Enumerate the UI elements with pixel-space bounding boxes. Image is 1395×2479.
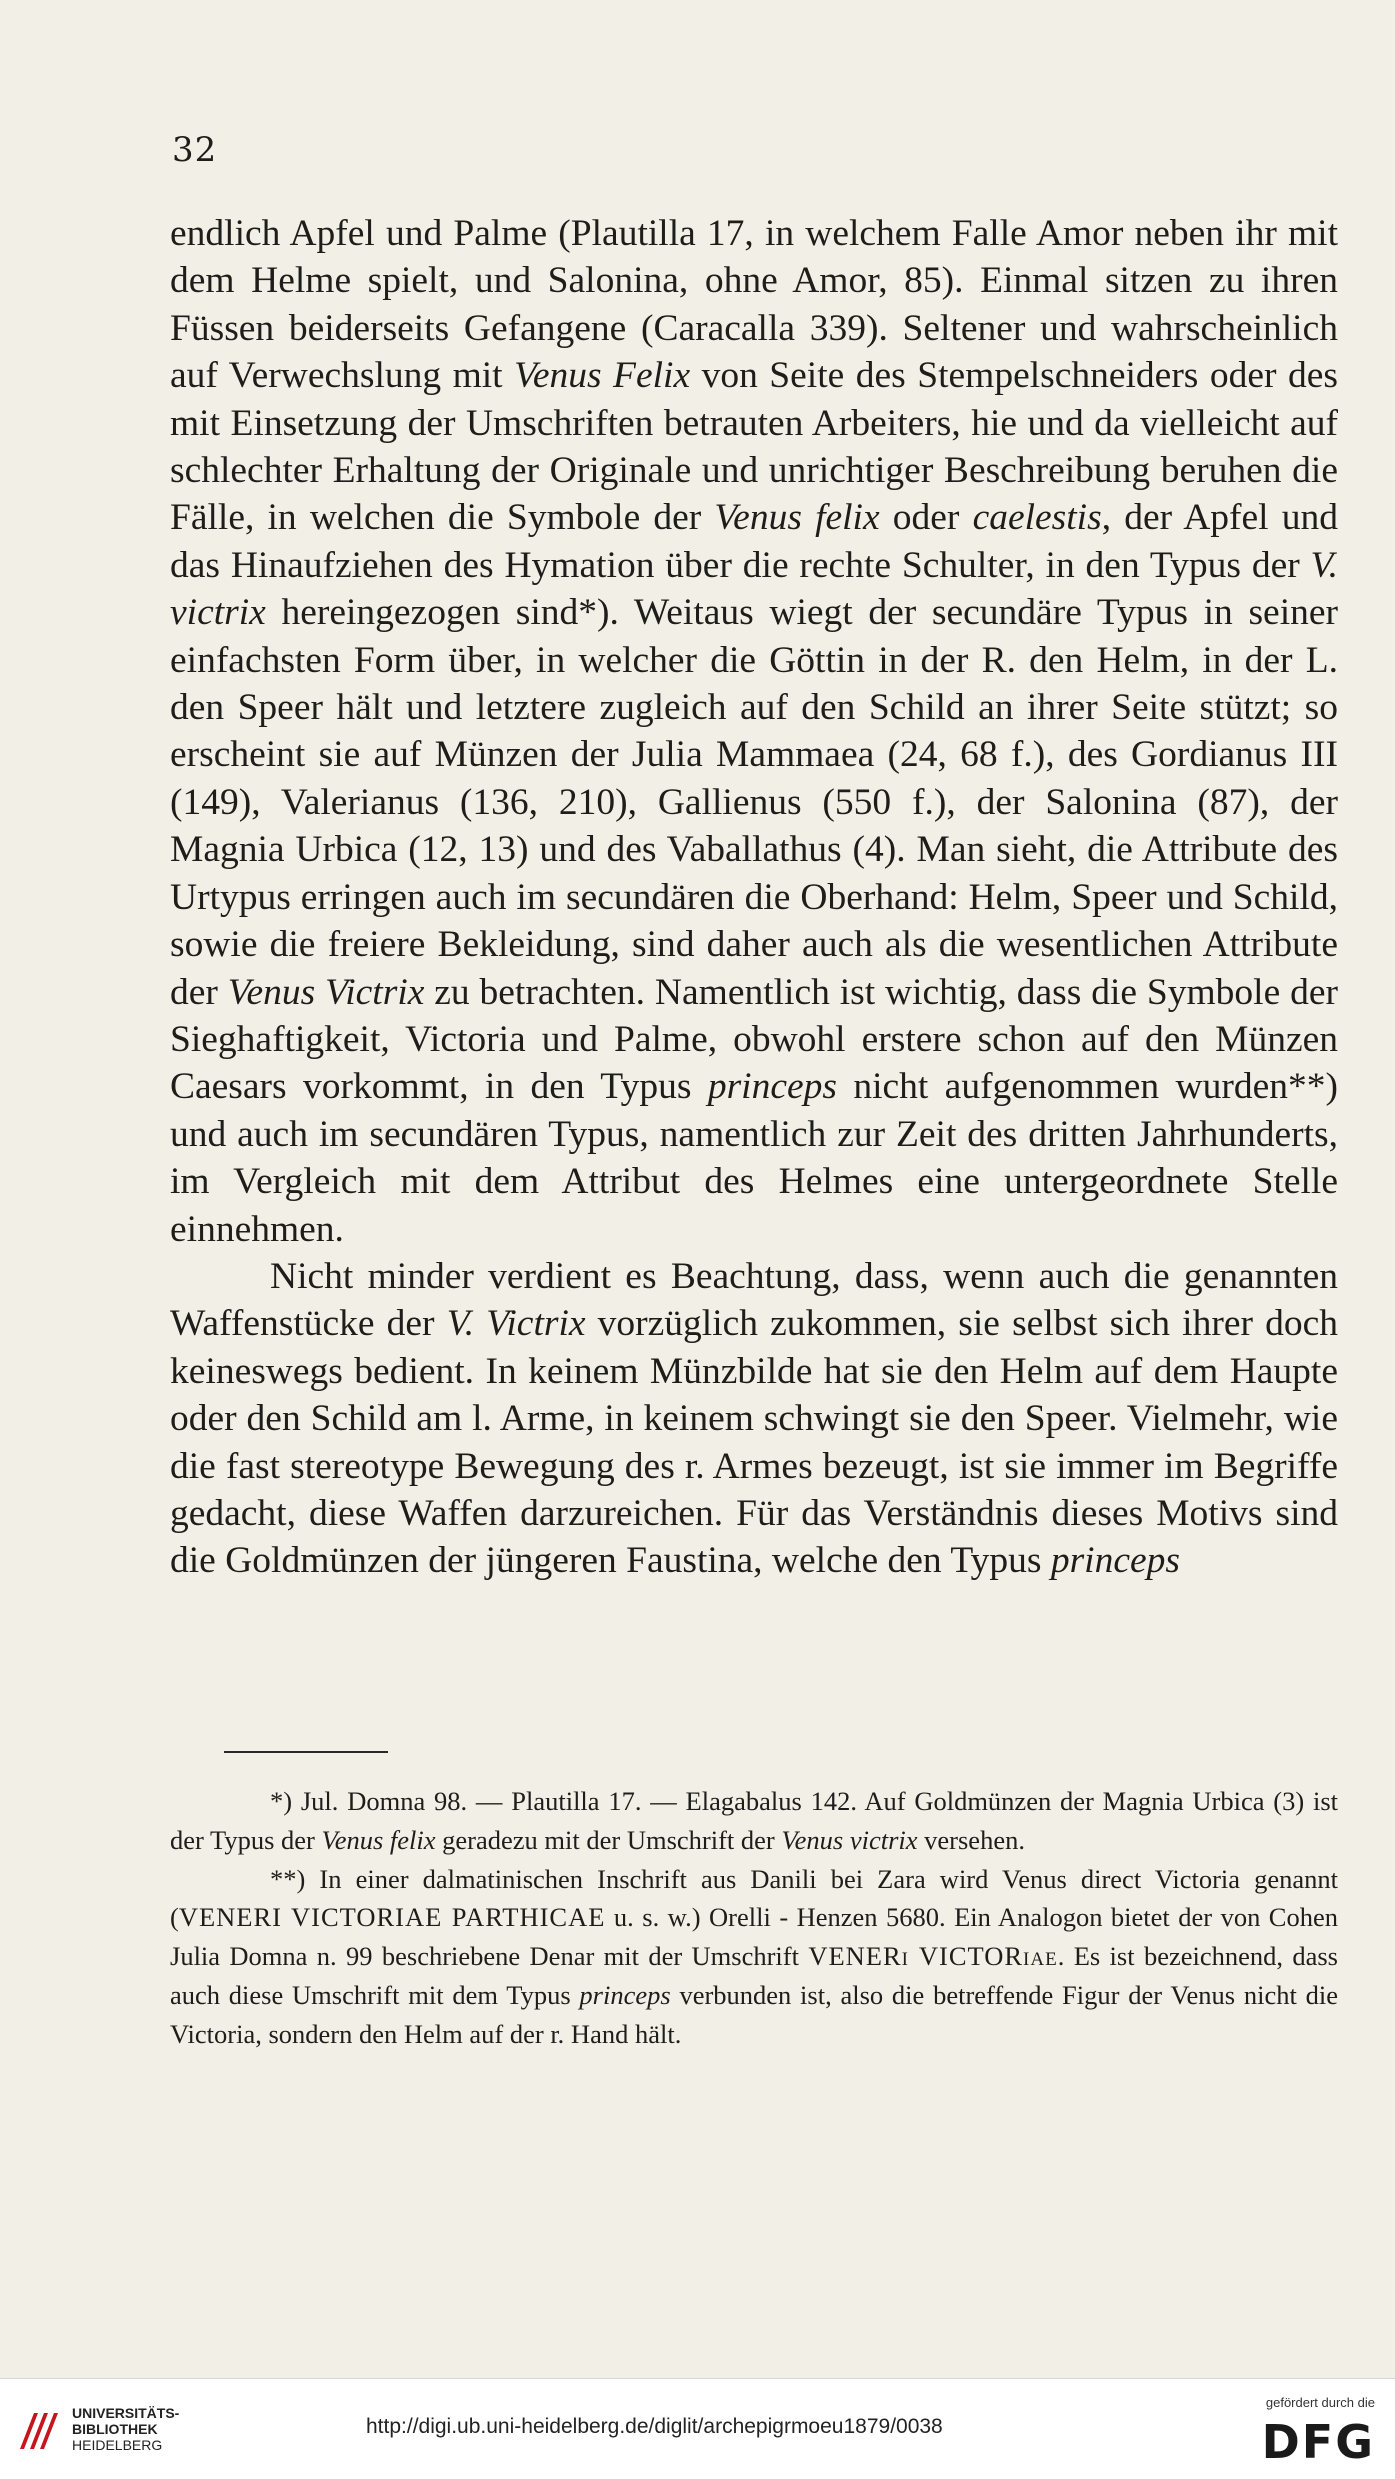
library-name (72, 2405, 179, 2453)
text-run: **) In einer dalmatinischen Inschrift aus Danili bei Zara wird Venus direct Victoria genannt ( (170, 1863, 1338, 1933)
library-line-3: HEIDELBERG (72, 2437, 163, 2453)
italic-run: Venus felix (714, 497, 880, 539)
text-run: von Seite des Stempelschneiders oder des mit Einsetzung der Umschriften betrauten Arbeiters, hie und da vielleicht auf schlechter Erhaltung der Originale und unrichtiger Beschreibung beruhen die Fälle, in welchen die Symbole der (170, 355, 1338, 539)
permalink-url[interactable]: http://digi.ub.uni-heidelberg.de/diglit/archepigrmoeu1879/0038 (366, 2415, 943, 2438)
footnotes (170, 1782, 1338, 2054)
text-run: Nicht minder verdient es Beachtung, dass, wenn auch die genannten Waffenstücke der (170, 1255, 1338, 1345)
library-line-1: UNIVERSITÄTS- (72, 2405, 180, 2421)
text-run: hereingezogen sind*). Weitaus wiegt der secundäre Typus in seiner einfachsten Form über, in welcher die Göttin in der R. den Helm, in der L. den Speer hält und letztere zugleich auf den Schild an ihrer Seite stützt; so erscheint sie auf Münzen der Julia Mammaea (24, 68 f.), des Gordianus III (149), Valerianus (136, 210), Gallienus (550 f.), der Salonina (87), der Magnia Urbica (12, 13) und des Vaballathus (4). Man sieht, die Attribute des Urtypus erringen auch im secundären die Oberhand: Helm, Speer und Schild, sowie die freiere Bekleidung, sind daher auch als die wesentlichen Attribute der (170, 592, 1338, 1013)
small-caps-run: VENERI VICTORIAE PARTHICAE (178, 1902, 606, 1933)
italic-run: V. Victrix (446, 1303, 586, 1345)
university-library-logo-icon (14, 2405, 64, 2455)
italic-run: Venus Victrix (227, 971, 425, 1013)
italic-run: princeps (1050, 1540, 1180, 1582)
footnote-2 (170, 1860, 1338, 2054)
text-run: oder (879, 497, 973, 539)
footnote-separator (224, 1751, 388, 1753)
italic-run: Venus felix (321, 1824, 436, 1855)
paragraph-1 (170, 210, 1338, 1253)
page-number: 32 (172, 130, 218, 170)
text-run: verbunden ist, also die betreffende Figur der Venus nicht die Victoria, sondern den Helm auf der r. Hand hält. (170, 1979, 1338, 2049)
text-run: endlich Apfel und Palme (Plautilla 17, in welchem Falle Amor neben ihr mit dem Helme spielt, und Salonina, ohne Amor, 85). Einmal sitzen zu ihren Füssen beiderseits Gefangene (Caracalla 339). Seltener und wahrscheinlich auf Verwechslung mit (170, 213, 1338, 397)
library-line-2: BIBLIOTHEK (72, 2421, 158, 2437)
italic-run: Venus Felix (514, 355, 691, 397)
italic-run: Venus victrix (781, 1824, 918, 1855)
funding-note: gefördert durch die (1265, 2395, 1375, 2410)
italic-run: V. victrix (170, 544, 1338, 634)
footnote-1 (170, 1782, 1338, 1860)
text-run: *) Jul. Domna 98. — Plautilla 17. — Elagabalus 142. Auf Goldmünzen der Magnia Urbica (3) ist der Typus der (170, 1786, 1338, 1855)
main-text (170, 210, 1338, 1585)
small-caps-run: VENERi VICTORiae (808, 1941, 1058, 1972)
text-run: vorzüglich zukommen, sie selbst sich ihrer doch keineswegs bedient. In keinem Münzbilde hat sie den Helm auf dem Haupte oder den Schild am l. Arme, in keinem schwingt sie den Speer. Vielmehr, wie die fast stereotype Bewegung des r. Armes bezeugt, ist sie immer im Begriffe gedacht, diese Waffen darzureichen. Für das Verständnis dieses Motivs sind die Goldmünzen der jüngeren Faustina, welche den Typus (170, 1303, 1338, 1582)
dfg-logo: DFG (1261, 2415, 1375, 2469)
text-run: , der Apfel und das Hinaufziehen des Hymation über die rechte Schulter, in den Typus der (170, 497, 1338, 586)
text-run: nicht aufgenommen wurden**) und auch im secundären Typus, namentlich zur Zeit des dritten Jahrhunderts, im Vergleich mit dem Attribut des Helmes eine untergeordnete Stelle einnehmen. (170, 1066, 1338, 1250)
italic-run: princeps (579, 1979, 671, 2010)
text-run: geradezu mit der Umschrift der (435, 1824, 782, 1855)
text-run: . Es ist bezeichnend, dass auch diese Umschrift mit dem Typus (170, 1941, 1338, 2010)
italic-run: caelestis (972, 497, 1102, 539)
paragraph-2 (170, 1253, 1338, 1585)
text-run: u. s. w.) Orelli - Henzen 5680. Ein Analogon bietet der von Cohen Julia Domna n. 99 beschriebene Denar mit der Umschrift (170, 1902, 1338, 1972)
text-run: zu betrachten. Namentlich ist wichtig, dass die Symbole der Sieghaftigkeit, Victoria und Palme, obwohl erstere schon auf den Münzen Caesars vorkommt, in den Typus (170, 971, 1339, 1108)
text-run: versehen. (917, 1824, 1025, 1855)
viewer-footer (0, 2378, 1395, 2479)
italic-run: princeps (707, 1066, 837, 1108)
